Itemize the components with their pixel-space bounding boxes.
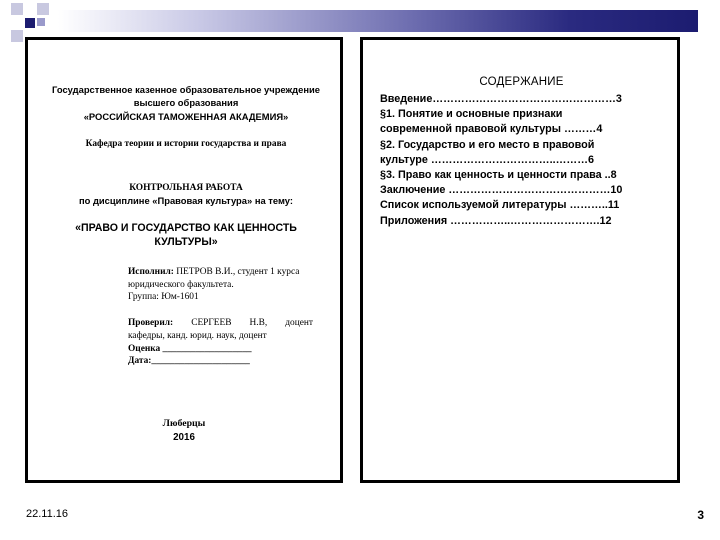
work-topic: «ПРАВО И ГОСУДАРСТВО КАК ЦЕННОСТЬ КУЛЬТУРЫ» (75, 222, 297, 248)
decor-square (11, 30, 23, 42)
group-line: Группа: Юм-1601 (128, 292, 199, 303)
toc-item: Заключение ………………………………………10 (380, 184, 623, 197)
contents-list (380, 76, 663, 229)
toc-item: современной правовой культуры ………4 (380, 123, 603, 136)
toc-item: §2. Государство и его место в правовой (380, 138, 595, 151)
contents-title: СОДЕРЖАНИЕ (479, 76, 564, 88)
title-page (25, 37, 343, 483)
toc-item: §1. Понятие и основные признаки (380, 108, 563, 121)
decor-square (25, 18, 35, 28)
grade-line: Оценка ___________________ (128, 343, 252, 354)
toc-item: §3. Право как ценность и ценности права ..8 (380, 169, 617, 182)
toc-item: Список используемой литературы ………..11 (380, 199, 620, 212)
checker-position: кафедры, канд. юрид. наук, доцент (128, 330, 267, 341)
discipline-line: по дисциплине «Правовая культура» на тему: (78, 194, 294, 206)
city-name: Люберцы (162, 418, 206, 429)
executor-faculty: юридического факультета. (128, 279, 234, 290)
checker-line (128, 317, 313, 330)
toc-item: культуре ……………………………..………6 (380, 153, 594, 166)
contents-page (360, 37, 680, 483)
title-page-content (42, 84, 330, 249)
executor-line (128, 266, 313, 279)
checker-name: СЕРГЕЕВ (191, 318, 232, 329)
checker-role: доцент (285, 318, 313, 329)
header-gradient-band (58, 10, 698, 32)
decor-square (37, 18, 45, 26)
toc-item: Приложения ……………..…………………….12 (380, 214, 612, 227)
city-year-block (28, 417, 340, 445)
executor-name: ПЕТРОВ В.И., студент 1 курса (176, 267, 300, 277)
date-line: Дата:_____________________ (128, 356, 250, 367)
checker-label: Проверил: (128, 318, 174, 329)
institution-name: Государственное казенное образовательное учреждение высшего образования (52, 84, 320, 108)
decor-square (37, 3, 49, 15)
academy-name: «РОССИЙСКАЯ ТАМОЖЕННАЯ АКАДЕМИЯ» (83, 111, 289, 122)
slide-date: 22.11.16 (26, 508, 69, 520)
decor-square (11, 3, 23, 15)
executor-block (128, 266, 313, 368)
toc-item: Введение……………………………………………3 (380, 93, 622, 105)
executor-label: Исполнил: (128, 267, 174, 277)
department-name: Кафедра теории и истории государства и права (85, 138, 287, 149)
checker-initials: Н.В, (249, 318, 268, 329)
year: 2016 (173, 432, 195, 443)
slide-number: 3 (697, 508, 704, 522)
work-type: КОНТРОЛЬНАЯ РАБОТА (129, 183, 243, 193)
